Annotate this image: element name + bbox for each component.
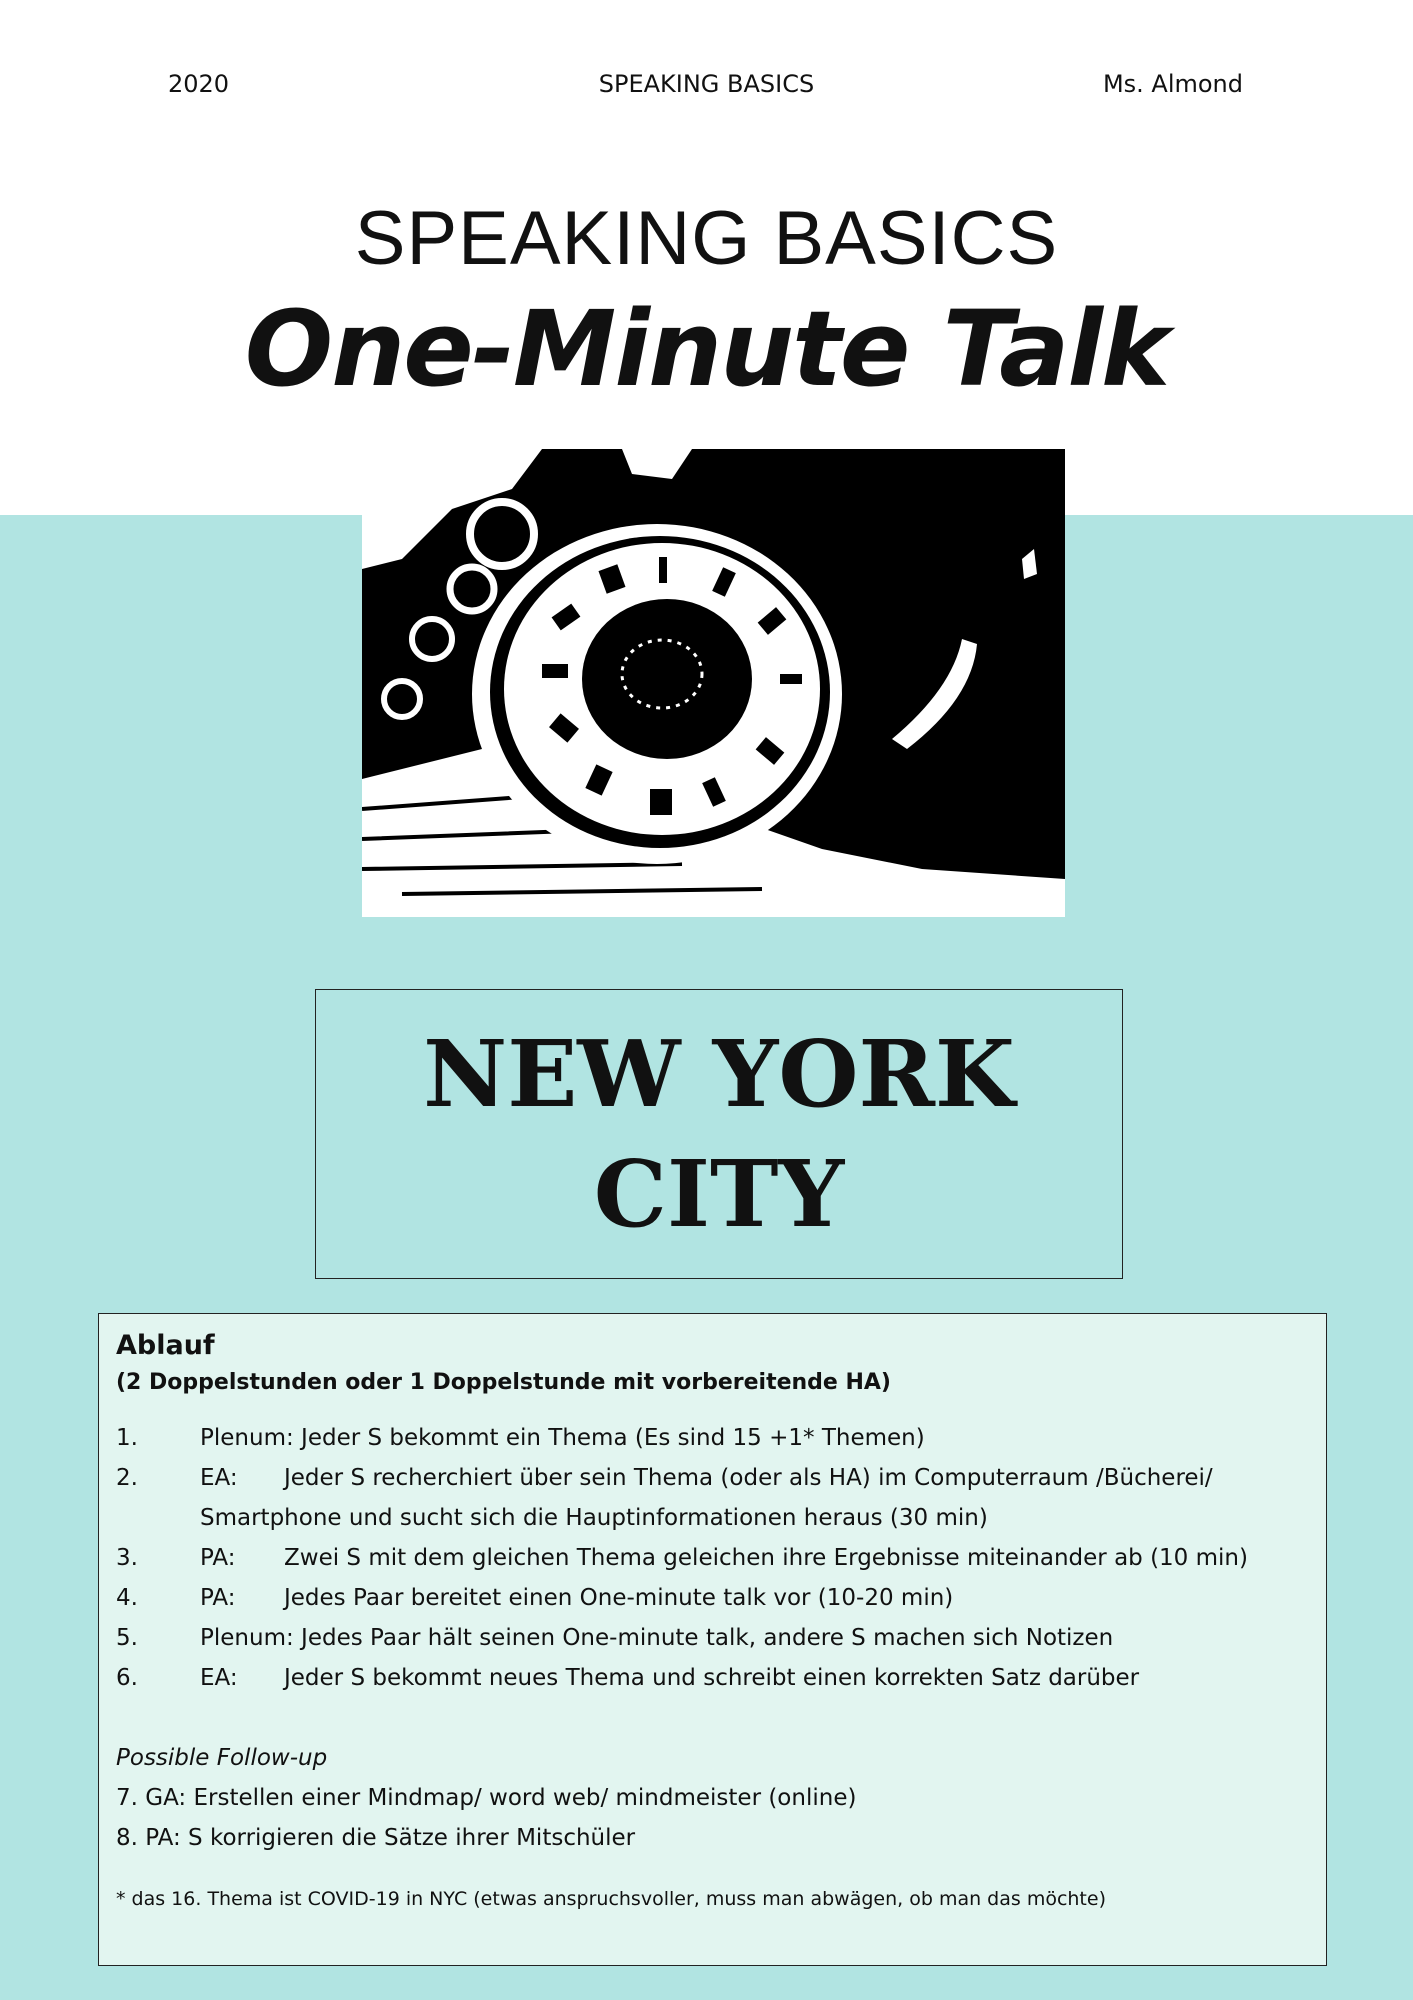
followup-heading: Possible Follow-up	[116, 1745, 328, 1771]
step-number: 4.	[116, 1585, 138, 1611]
header-author: Ms. Almond	[1102, 70, 1243, 98]
step-text: Plenum: Jedes Paar hält seinen One-minute talk, andere S machen sich Notizen	[200, 1625, 1114, 1651]
page-title: SPEAKING BASICS	[354, 196, 1059, 281]
topic-box	[315, 989, 1123, 1279]
step-text: Zwei S mit dem gleichen Thema geleichen ihre Ergebnisse miteinander ab (10 min)	[284, 1545, 1248, 1571]
procedure-subheading: (2 Doppelstunden oder 1 Doppelstunde mit vorbereitende HA)	[116, 1370, 891, 1395]
list-item	[116, 1418, 1309, 1458]
step-number: 6.	[116, 1665, 138, 1691]
step-text: Jeder S bekommt neues Thema und schreibt einen korrekten Satz darüber	[284, 1665, 1140, 1691]
list-item-continuation	[116, 1498, 1309, 1538]
step-text: Plenum: Jeder S bekommt ein Thema (Es sind 15 +1* Themen)	[200, 1425, 925, 1451]
followup-item: 7. GA: Erstellen einer Mindmap/ word web/ mindmeister (online)	[116, 1785, 857, 1811]
procedure-heading: Ablauf	[116, 1330, 215, 1361]
step-tag: PA:	[200, 1585, 236, 1611]
header-title: SPEAKING BASICS	[598, 70, 815, 98]
list-item	[116, 1658, 1309, 1698]
footnote: * das 16. Thema ist COVID-19 in NYC (etwas anspruchsvoller, muss man abwägen, ob man das möchte)	[116, 1888, 1106, 1910]
list-item	[116, 1618, 1309, 1658]
followup-item: 8. PA: S korrigieren die Sätze ihrer Mitschüler	[116, 1825, 636, 1851]
step-number: 3.	[116, 1545, 138, 1571]
step-tag: PA:	[200, 1545, 236, 1571]
topic-line-1: NEW YORK	[423, 1020, 1015, 1128]
header-year: 2020	[168, 70, 230, 98]
step-number: 1.	[116, 1425, 138, 1451]
pocket-watch-icon	[362, 449, 1065, 917]
step-text: Smartphone und sucht sich die Hauptinformationen heraus (30 min)	[200, 1505, 988, 1531]
page-header	[0, 70, 1413, 110]
step-tag: EA:	[200, 1665, 238, 1691]
page-subtitle: One-Minute Talk	[244, 288, 1169, 410]
step-number: 2.	[116, 1465, 138, 1491]
list-item	[116, 1458, 1309, 1498]
pocket-watch-image	[362, 449, 1065, 917]
step-text: Jedes Paar bereitet einen One-minute talk vor (10-20 min)	[284, 1585, 954, 1611]
step-number: 5.	[116, 1625, 138, 1651]
step-text: Jeder S recherchiert über sein Thema (oder als HA) im Computerraum /Bücherei/	[284, 1465, 1213, 1491]
list-item	[116, 1538, 1309, 1578]
list-item	[116, 1578, 1309, 1618]
topic-line-2: CITY	[593, 1140, 845, 1248]
procedure-box	[98, 1313, 1327, 1966]
step-tag: EA:	[200, 1465, 238, 1491]
